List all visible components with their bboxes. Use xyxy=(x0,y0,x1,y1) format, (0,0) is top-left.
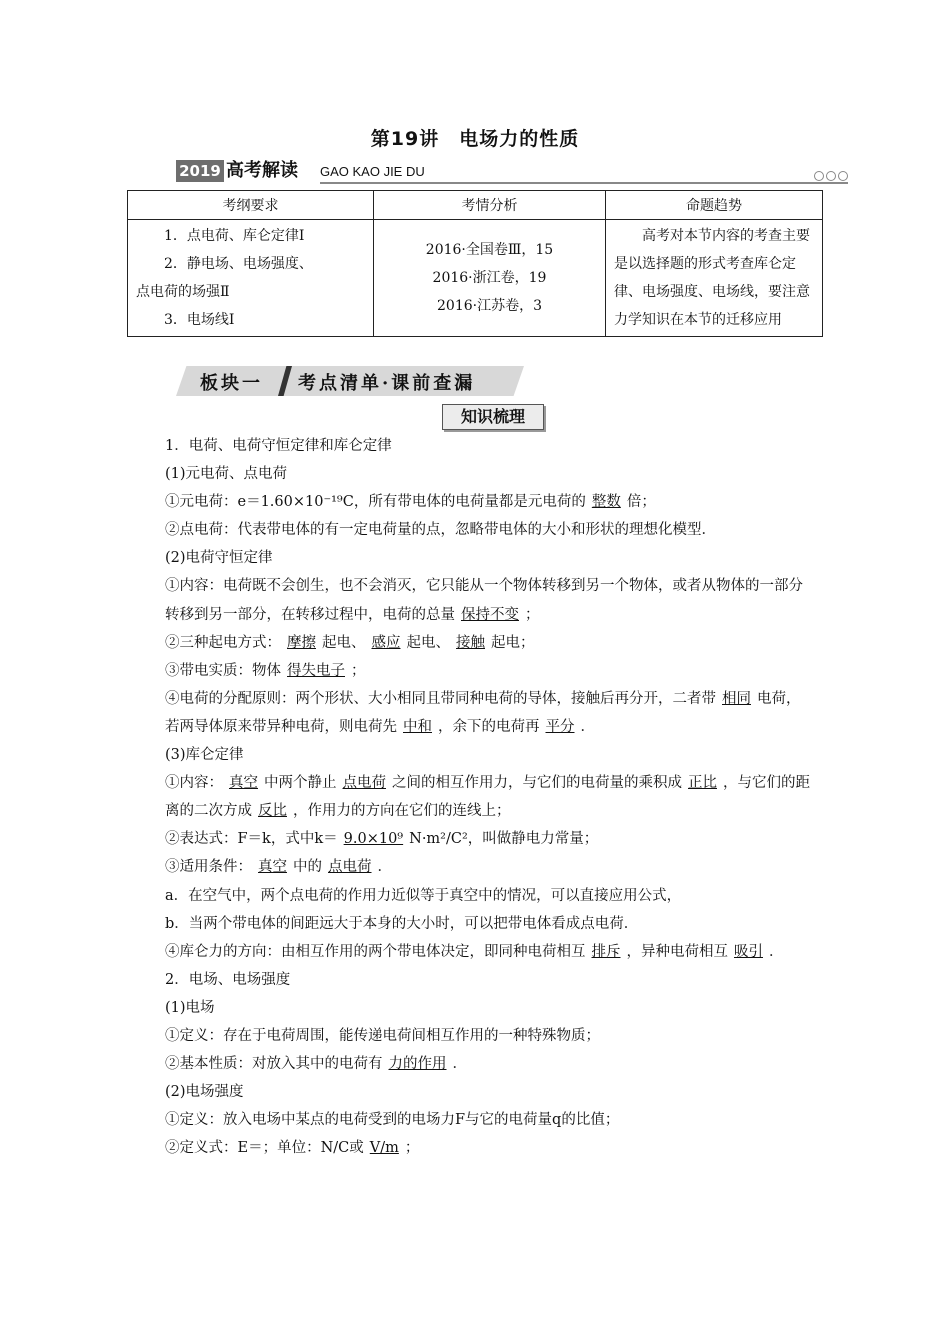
paragraph: ③带电实质：物体 得失电子 ； xyxy=(165,662,366,679)
paragraph: ①内容： 真空 中两个静止 点电荷 之间的相互作用力，与它们的电荷量的乘积成 正比 ，与它们的距离的二次方成 反比 ，作用力的方向在它们的连线上； xyxy=(165,775,810,820)
paragraph: ④库仑力的方向：由相互作用的两个带电体决定，即同种电荷相互 排斥 ，异种电荷相互 吸引 ． xyxy=(165,943,784,960)
cell-line: 2．静电场、电场强度、 xyxy=(164,256,313,272)
banner-part2: 考点清单·课前查漏 xyxy=(298,373,476,394)
cell-line: 1．点电荷、库仑定律Ⅰ xyxy=(164,228,305,244)
cell-line: 点电荷的场强Ⅱ xyxy=(136,284,230,300)
table-row xyxy=(128,220,823,337)
paragraph: ④电荷的分配原则：两个形状、大小相同且带同种电荷的导体，接触后再分开，二者带 相同 电荷，若两导体原来带异种电荷，则电荷先 中和 ，余下的电荷再 平分 ． xyxy=(165,690,801,735)
cell-line: 2016·浙江卷，19 xyxy=(432,270,547,286)
table-header: 命题趋势 xyxy=(606,191,823,220)
paragraph: ②定义式：E＝；单位：N/C或 V/m ； xyxy=(165,1140,420,1157)
decor-dots-icon xyxy=(812,166,848,185)
divider xyxy=(320,182,848,184)
subheading: (2)电场强度 xyxy=(165,1084,244,1101)
paragraph: ①定义：放入电场中某点的电荷受到的电场力F与它的电荷量q的比值； xyxy=(165,1112,620,1129)
paragraph: ①元电荷：e＝1.60×10⁻¹⁹C，所有带电体的电荷量都是元电荷的 整数 倍； xyxy=(165,494,656,511)
gaokao-year: 2019 xyxy=(176,160,224,182)
paragraph: ②基本性质：对放入其中的电荷有 力的作用 ． xyxy=(165,1056,467,1073)
content-body xyxy=(145,432,813,1162)
paragraph: ①定义：存在于电荷周围，能传递电荷间相互作用的一种特殊物质； xyxy=(165,1027,600,1044)
paragraph: ②三种起电方式： 摩擦 起电、 感应 起电、 接触 起电； xyxy=(165,634,535,651)
heading: 1．电荷、电荷守恒定律和库仑定律 xyxy=(165,438,392,454)
cell-line: 2016·全国卷Ⅲ，15 xyxy=(425,242,554,258)
table-header: 考纲要求 xyxy=(128,191,374,220)
page-title: 第19讲 电场力的性质 xyxy=(370,128,580,150)
subheading: (3)库仑定律 xyxy=(165,747,244,764)
paragraph: a．在空气中，两个点电荷的作用力近似等于真空中的情况，可以直接应用公式， xyxy=(165,887,682,904)
subheading: (1)电场 xyxy=(165,999,215,1016)
gaokao-header xyxy=(176,160,848,186)
cell-line: 3．电场线Ⅰ xyxy=(164,312,235,328)
heading: 2．电场、电场强度 xyxy=(165,971,291,988)
subheading: (2)电荷守恒定律 xyxy=(165,550,273,567)
knowledge-label: 知识梳理 xyxy=(442,404,544,430)
table-header: 考情分析 xyxy=(374,191,606,220)
table-cell: 高考对本节内容的考查主要是以选择题的形式考查库仑定律、电场强度、电场线，要注意力学知识在本节的迁移应用 xyxy=(606,220,823,337)
table-cell xyxy=(128,220,374,337)
table-cell xyxy=(374,220,606,337)
paragraph: ③适用条件： 真空 中的 点电荷 ． xyxy=(165,859,392,876)
gaokao-pinyin: GAO KAO JIE DU xyxy=(320,164,425,179)
subheading: (1)元电荷、点电荷 xyxy=(165,466,288,483)
table-header-row xyxy=(128,191,823,220)
paragraph: ②表达式：F＝k，式中k＝ 9.0×10⁹ N·m²/C²，叫做静电力常量； xyxy=(165,831,599,848)
paragraph: ①内容：电荷既不会创生，也不会消灭，它只能从一个物体转移到另一个物体，或者从物体的一部分转移到另一部分，在转移过程中，电荷的总量 保持不变 ； xyxy=(165,578,803,623)
paragraph: b．当两个带电体的间距远大于本身的大小时，可以把带电体看成点电荷． xyxy=(165,915,639,932)
section-banner xyxy=(176,366,526,396)
cell-line: 2016·江苏卷，3 xyxy=(437,298,542,314)
banner-part1: 板块一 xyxy=(200,373,263,394)
gaokao-title: 高考解读 xyxy=(226,160,298,181)
requirements-table xyxy=(127,190,823,337)
paragraph: ②点电荷：代表带电体的有一定电荷量的点，忽略带电体的大小和形状的理想化模型． xyxy=(165,522,716,539)
